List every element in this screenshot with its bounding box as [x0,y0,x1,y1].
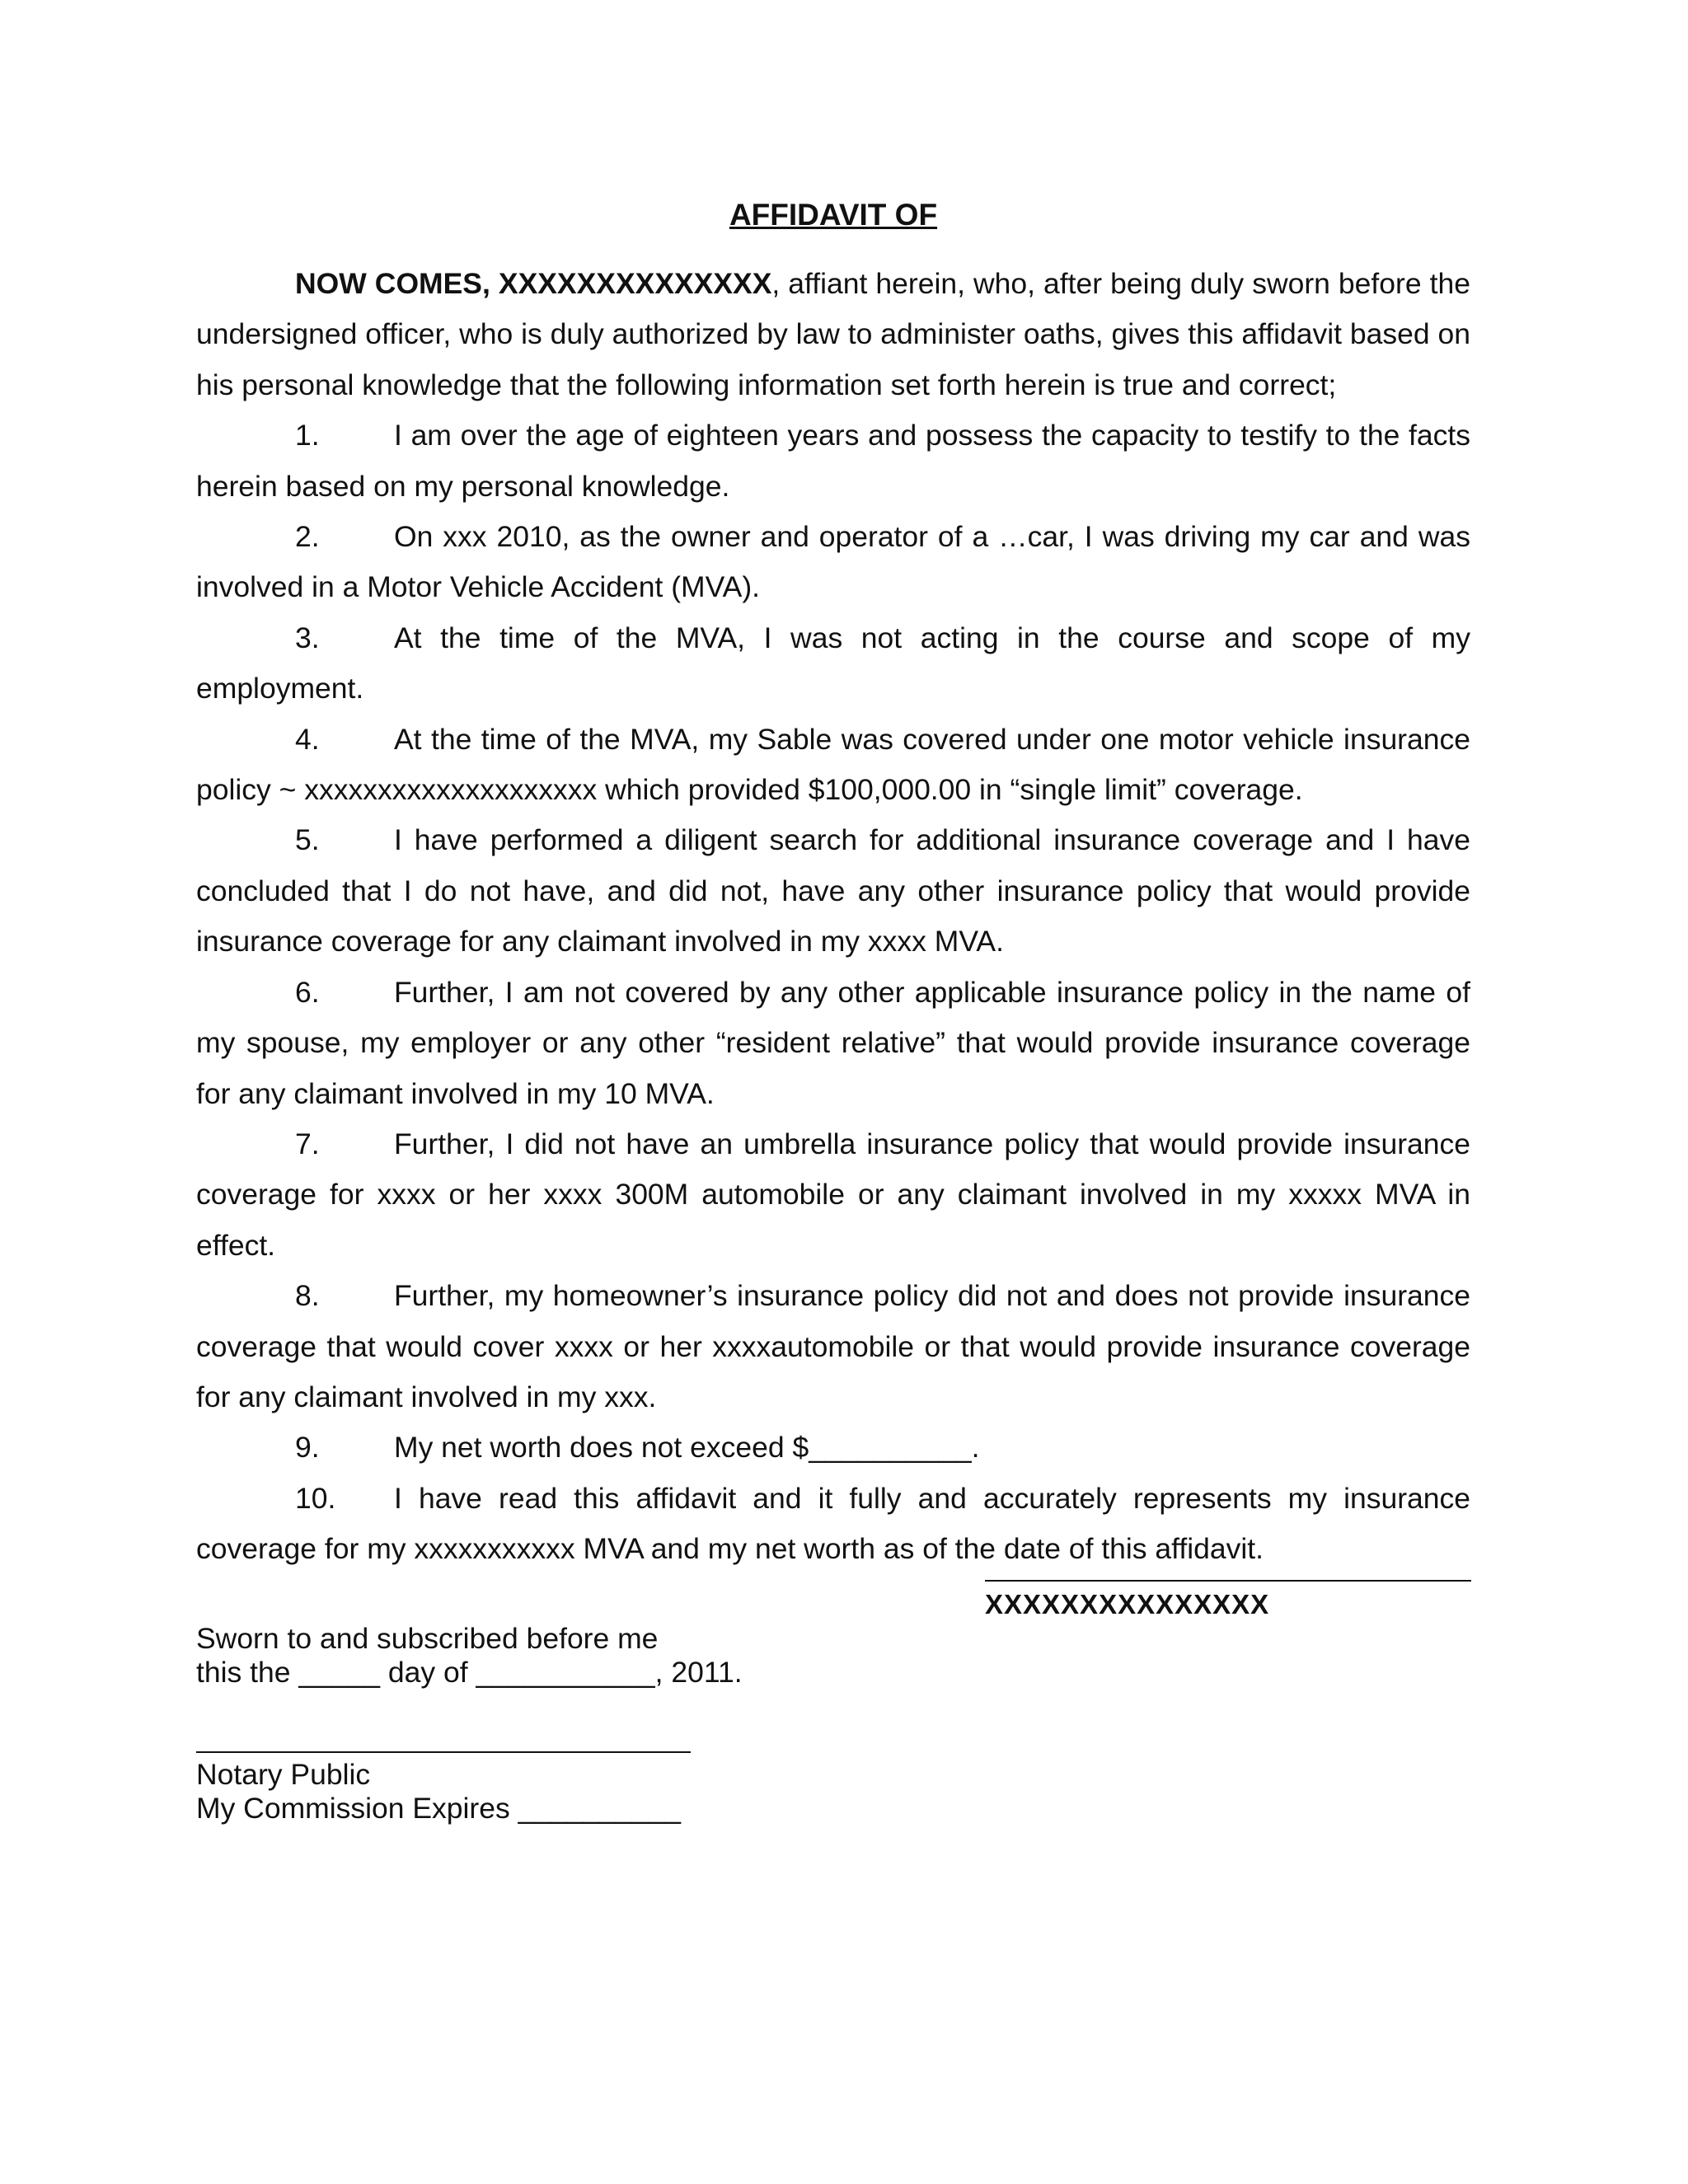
list-item [196,715,1470,816]
item-number: 9. [295,1431,320,1465]
item-text: My net worth does not exceed $__________. [394,1431,980,1465]
item-number: 6. [295,975,320,1009]
list-item [196,1119,1470,1271]
item-number: 2. [295,520,320,554]
list-item [196,512,1470,613]
item-text: On xxx 2010, as the owner and operator of a …car, I was driving my car and was involved in a Motor Vehicle Accident (MVA). [196,520,1470,604]
item-text: I am over the age of eighteen years and possess the capacity to testify to the facts herein based on my personal knowledge. [196,419,1470,503]
jurat-line-1: Sworn to and subscribed before me [196,1622,659,1655]
jurat-line-2: this the _____ day of ___________, 2011. [196,1656,743,1689]
list-item [196,1474,1470,1575]
item-text: At the time of the MVA, my Sable was covered under one motor vehicle insurance policy ~ xxxxxxxxxxxxxxxxxxxx which provided $100,000.00 in “single limit” coverage. [196,722,1470,807]
notary-commission: My Commission Expires __________ [196,1792,682,1825]
jurat-block [196,1622,743,1690]
list-item [196,968,1470,1119]
notary-title: Notary Public [196,1758,371,1791]
intro-lead: NOW COMES, XXXXXXXXXXXXXX [295,267,772,300]
notary-block [196,1758,681,1825]
item-number: 5. [295,823,320,857]
item-number: 10. [295,1481,336,1515]
list-item [196,815,1470,967]
item-text: At the time of the MVA, I was not acting in the course and scope of my employment. [196,621,1470,705]
item-text: I have read this affidavit and it fully and accurately represents my insurance coverage for my xxxxxxxxxxx MVA and my net worth as of the date of this affidavit. [196,1481,1470,1566]
item-number: 8. [295,1279,320,1313]
item-number: 7. [295,1127,320,1160]
item-number: 3. [295,621,320,654]
intro-paragraph [196,259,1470,410]
intro-text: , affiant herein, who, after being duly sworn before the undersigned officer, who is duly authorized by law to administer oaths, gives this affidavit based on his personal knowledge that the following information set forth herein is true and correct; [196,267,1470,401]
list-item [196,1422,1470,1473]
document-title: AFFIDAVIT OF [729,198,938,232]
item-text: I have performed a diligent search for additional insurance coverage and I have concluded that I do not have, and did not, have any other insurance policy that would provide insurance coverage for any claimant involved in my xxxx MVA. [196,823,1470,958]
list-item [196,613,1470,715]
item-number: 1. [295,419,320,452]
notary-signature-line [196,1751,691,1753]
affiant-signature-line [985,1580,1471,1582]
document-body [196,259,1470,1575]
item-number: 4. [295,722,320,756]
item-text: Further, I am not covered by any other applicable insurance policy in the name of my spouse, my employer or any other “resident relative” that would provide insurance coverage for any claimant involved in my 10 MVA. [196,975,1470,1110]
list-item [196,1271,1470,1422]
item-text: Further, my homeowner’s insurance policy did not and does not provide insurance coverage that would cover xxxx or her xxxxautomobile or that would provide insurance coverage for any claimant involved in my xxx. [196,1279,1470,1413]
affiant-name: XXXXXXXXXXXXXXX [985,1589,1270,1619]
item-text: Further, I did not have an umbrella insurance policy that would provide insurance coverage for xxxx or her xxxx 300M automobile or any claimant involved in my xxxxx MVA in effect. [196,1127,1470,1262]
list-item [196,410,1470,512]
